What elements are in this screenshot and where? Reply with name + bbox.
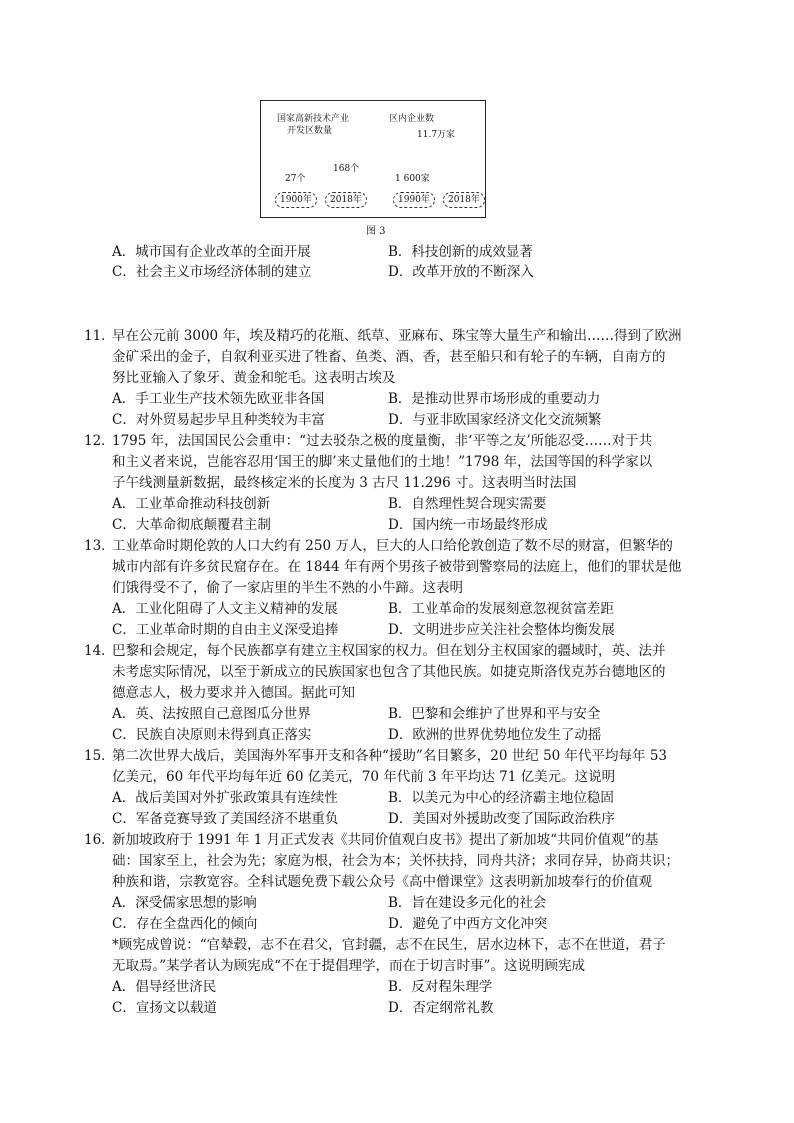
option-d: D．与亚非欧国家经济文化交流频繁 bbox=[388, 412, 602, 428]
option-d: D．美国对外援助改变了国际政治秩序 bbox=[388, 811, 615, 827]
question-options bbox=[84, 494, 716, 536]
figure-right-title: 区内企业数 bbox=[389, 114, 435, 124]
question-stem-line: 无取焉。”某学者认为顾宪成“不在于提倡理学，而在于切言时事”。这说明顾宪成 bbox=[112, 958, 585, 974]
option-c: C．民族自决原则未得到真正落实 bbox=[112, 727, 312, 743]
figure-left-title-line1: 国家高新技术产业 bbox=[277, 114, 350, 124]
figure-year-label: 1990年 bbox=[393, 192, 435, 208]
question-options bbox=[84, 389, 716, 431]
option-b: B．自然理性契合现实需要 bbox=[388, 496, 547, 512]
question-stem-line: 金矿采出的金子，自叙利亚买进了牲畜、鱼类、酒、香，甚至船只和有轮子的车辆，自南方的 bbox=[112, 349, 666, 365]
option-d: D．欧洲的世界优势地位发生了动摇 bbox=[388, 727, 602, 743]
option-d: D．国内统一市场最终形成 bbox=[388, 517, 548, 533]
question-number: 14． bbox=[84, 643, 115, 659]
option-b: B．反对程朱理学 bbox=[388, 979, 493, 995]
question-number: 11． bbox=[84, 328, 115, 344]
figure-left-value-2: 168个 bbox=[333, 164, 360, 174]
figure-year-label: 1900年 bbox=[275, 192, 317, 208]
q10-options-row-1 bbox=[112, 242, 712, 262]
question-stem-line: 们饿得受不了，偷了一家店里的半生不熟的小牛蹄。这表明 bbox=[112, 580, 463, 596]
figure-right-top-value: 11.7万家 bbox=[417, 130, 456, 140]
question-stem-line: 和主义者来说，岂能容忍用‘国王的脚’来丈量他们的土地！”1798 年，法国等国的科学家以 bbox=[112, 454, 653, 470]
question-stem-line bbox=[84, 641, 716, 662]
figure-right-value-1: 1 600家 bbox=[395, 174, 430, 184]
option-b: B．是推动世界市场形成的重要动力 bbox=[388, 391, 601, 407]
question-text: 早在公元前 3000 年，埃及精巧的花瓶、纸草、亚麻布、珠宝等大量生产和输出……得到了欧洲 bbox=[112, 328, 682, 344]
figure-year-label: 2018年 bbox=[443, 192, 485, 208]
option-c: C．工业革命时期的自由主义深受追捧 bbox=[112, 622, 339, 638]
option-a: A．战后美国对外扩张政策具有连续性 bbox=[112, 790, 338, 806]
question-options bbox=[84, 599, 716, 641]
question-15 bbox=[84, 746, 716, 830]
question-stem-line: 亿美元，60 年代平均每年近 60 亿美元，70 年代前 3 年平均达 71 亿美元。这说明 bbox=[112, 769, 616, 785]
question-stem-line bbox=[84, 326, 716, 347]
q10-option-c: C．社会主义市场经济体制的建立 bbox=[112, 264, 312, 280]
option-c: C．宣扬文以载道 bbox=[112, 1000, 217, 1016]
option-d: D．文明进步应关注社会整体均衡发展 bbox=[388, 622, 615, 638]
question-stem-line bbox=[84, 536, 716, 557]
option-a: A．工业化阻碍了人文主义精神的发展 bbox=[112, 601, 338, 617]
question-stem-line bbox=[84, 746, 716, 767]
question-number: 16． bbox=[84, 832, 115, 848]
question-options bbox=[84, 893, 716, 935]
option-b: B．工业革命的发展刻意忽视贫富差距 bbox=[388, 601, 614, 617]
q10-option-a: A．城市国有企业改革的全面开展 bbox=[112, 244, 311, 260]
option-a: A．深受儒家思想的影响 bbox=[112, 895, 257, 911]
question-number: 12． bbox=[84, 433, 115, 449]
question-number: 13． bbox=[84, 538, 115, 554]
question-text: 1795 年，法国国民公会重申：“过去驳杂之极的度量衡，非‘平等之友’所能忍受……对于共 bbox=[112, 433, 653, 449]
question-stem-line: 种族和谐，宗教宽容。全科试题免费下载公众号《高中僧课堂》这表明新加坡奉行的价值观 bbox=[112, 874, 652, 890]
question-14 bbox=[84, 641, 716, 746]
option-a: A．倡导经世济民 bbox=[112, 979, 217, 995]
question-text: 第二次世界大战后，美国海外军事开支和各种“援助”名目繁多，20 世纪 50 年代平均每年 53 bbox=[112, 748, 668, 764]
option-c: C．存在全盘西化的倾向 bbox=[112, 916, 258, 932]
question-stem-line: *顾宪成曾说：“官辇毂，志不在君父，官封疆，志不在民生，居水边林下，志不在世道，君子 bbox=[112, 937, 666, 953]
figure-left-title-line2: 开发区数量 bbox=[287, 126, 333, 136]
question-options bbox=[84, 788, 716, 830]
q10-option-b: B．科技创新的成效显著 bbox=[388, 244, 533, 260]
option-c: C．大革命彻底颠覆君主制 bbox=[112, 517, 271, 533]
question-stem-line: 未考虑实际情况，以至于新成立的民族国家也包含了其他民族。如捷克斯洛伐克苏台德地区的 bbox=[112, 664, 666, 680]
option-a: A．手工业生产技术领先欧亚非各国 bbox=[112, 391, 325, 407]
question-stem-line bbox=[84, 830, 716, 851]
question-stem-line bbox=[84, 431, 716, 452]
option-d: D．否定纲常礼教 bbox=[388, 1000, 494, 1016]
question-13 bbox=[84, 536, 716, 641]
question-text: 工业革命时期伦敦的人口大约有 250 万人，巨大的人口给伦敦创造了数不尽的财富，但繁华的 bbox=[112, 538, 673, 554]
figure-caption: 图 3 bbox=[366, 226, 386, 237]
question-stem-line: 努比亚输入了象牙、黄金和鸵毛。这表明古埃及 bbox=[112, 370, 396, 386]
q10-options-row-2 bbox=[112, 262, 712, 282]
question-17 bbox=[84, 935, 716, 1019]
question-stem-line: 子午线测量新数据，最终核定米的长度为 3 古尺 11.296 寸。这表明当时法国 bbox=[112, 475, 577, 491]
figure-year-label: 2018年 bbox=[325, 192, 367, 208]
option-b: B．旨在建设多元化的社会 bbox=[388, 895, 547, 911]
question-16 bbox=[84, 830, 716, 935]
question-12 bbox=[84, 431, 716, 536]
option-d: D．避免了中西方文化冲突 bbox=[388, 916, 548, 932]
question-11 bbox=[84, 326, 716, 431]
q10-option-d: D．改革开放的不断深入 bbox=[388, 264, 534, 280]
option-a: A．工业革命推动科技创新 bbox=[112, 496, 271, 512]
question-stem-line: 德意志人，极力要求并入德国。据此可知 bbox=[112, 685, 355, 701]
option-a: A．英、法按照自己意图瓜分世界 bbox=[112, 706, 311, 722]
option-c: C．对外贸易起步早且种类较为丰富 bbox=[112, 412, 325, 428]
figure-3-chart bbox=[260, 100, 486, 218]
question-stem-line: 础：国家至上，社会为先；家庭为根，社会为本；关怀扶持，同舟共济；求同存异，协商共识； bbox=[112, 853, 679, 869]
question-text: 新加坡政府于 1991 年 1 月正式发表《共同价值观白皮书》提出了新加坡“共同价值观”的基 bbox=[112, 832, 659, 848]
figure-left-value-1: 27个 bbox=[285, 174, 306, 184]
option-b: B．巴黎和会维护了世界和平与安全 bbox=[388, 706, 601, 722]
question-text: 巴黎和会规定，每个民族都享有建立主权国家的权力。但在划分主权国家的疆域时，英、法并 bbox=[112, 643, 666, 659]
question-options bbox=[84, 704, 716, 746]
question-options bbox=[84, 977, 716, 1019]
question-number: 15． bbox=[84, 748, 115, 764]
question-stem-line: 城市内部有许多贫民窟存在。在 1844 年有两个男孩子被带到警察局的法庭上，他们的罪状是他 bbox=[112, 559, 682, 575]
option-c: C．军备竞赛导致了美国经济不堪重负 bbox=[112, 811, 339, 827]
option-b: B．以美元为中心的经济霸主地位稳固 bbox=[388, 790, 614, 806]
